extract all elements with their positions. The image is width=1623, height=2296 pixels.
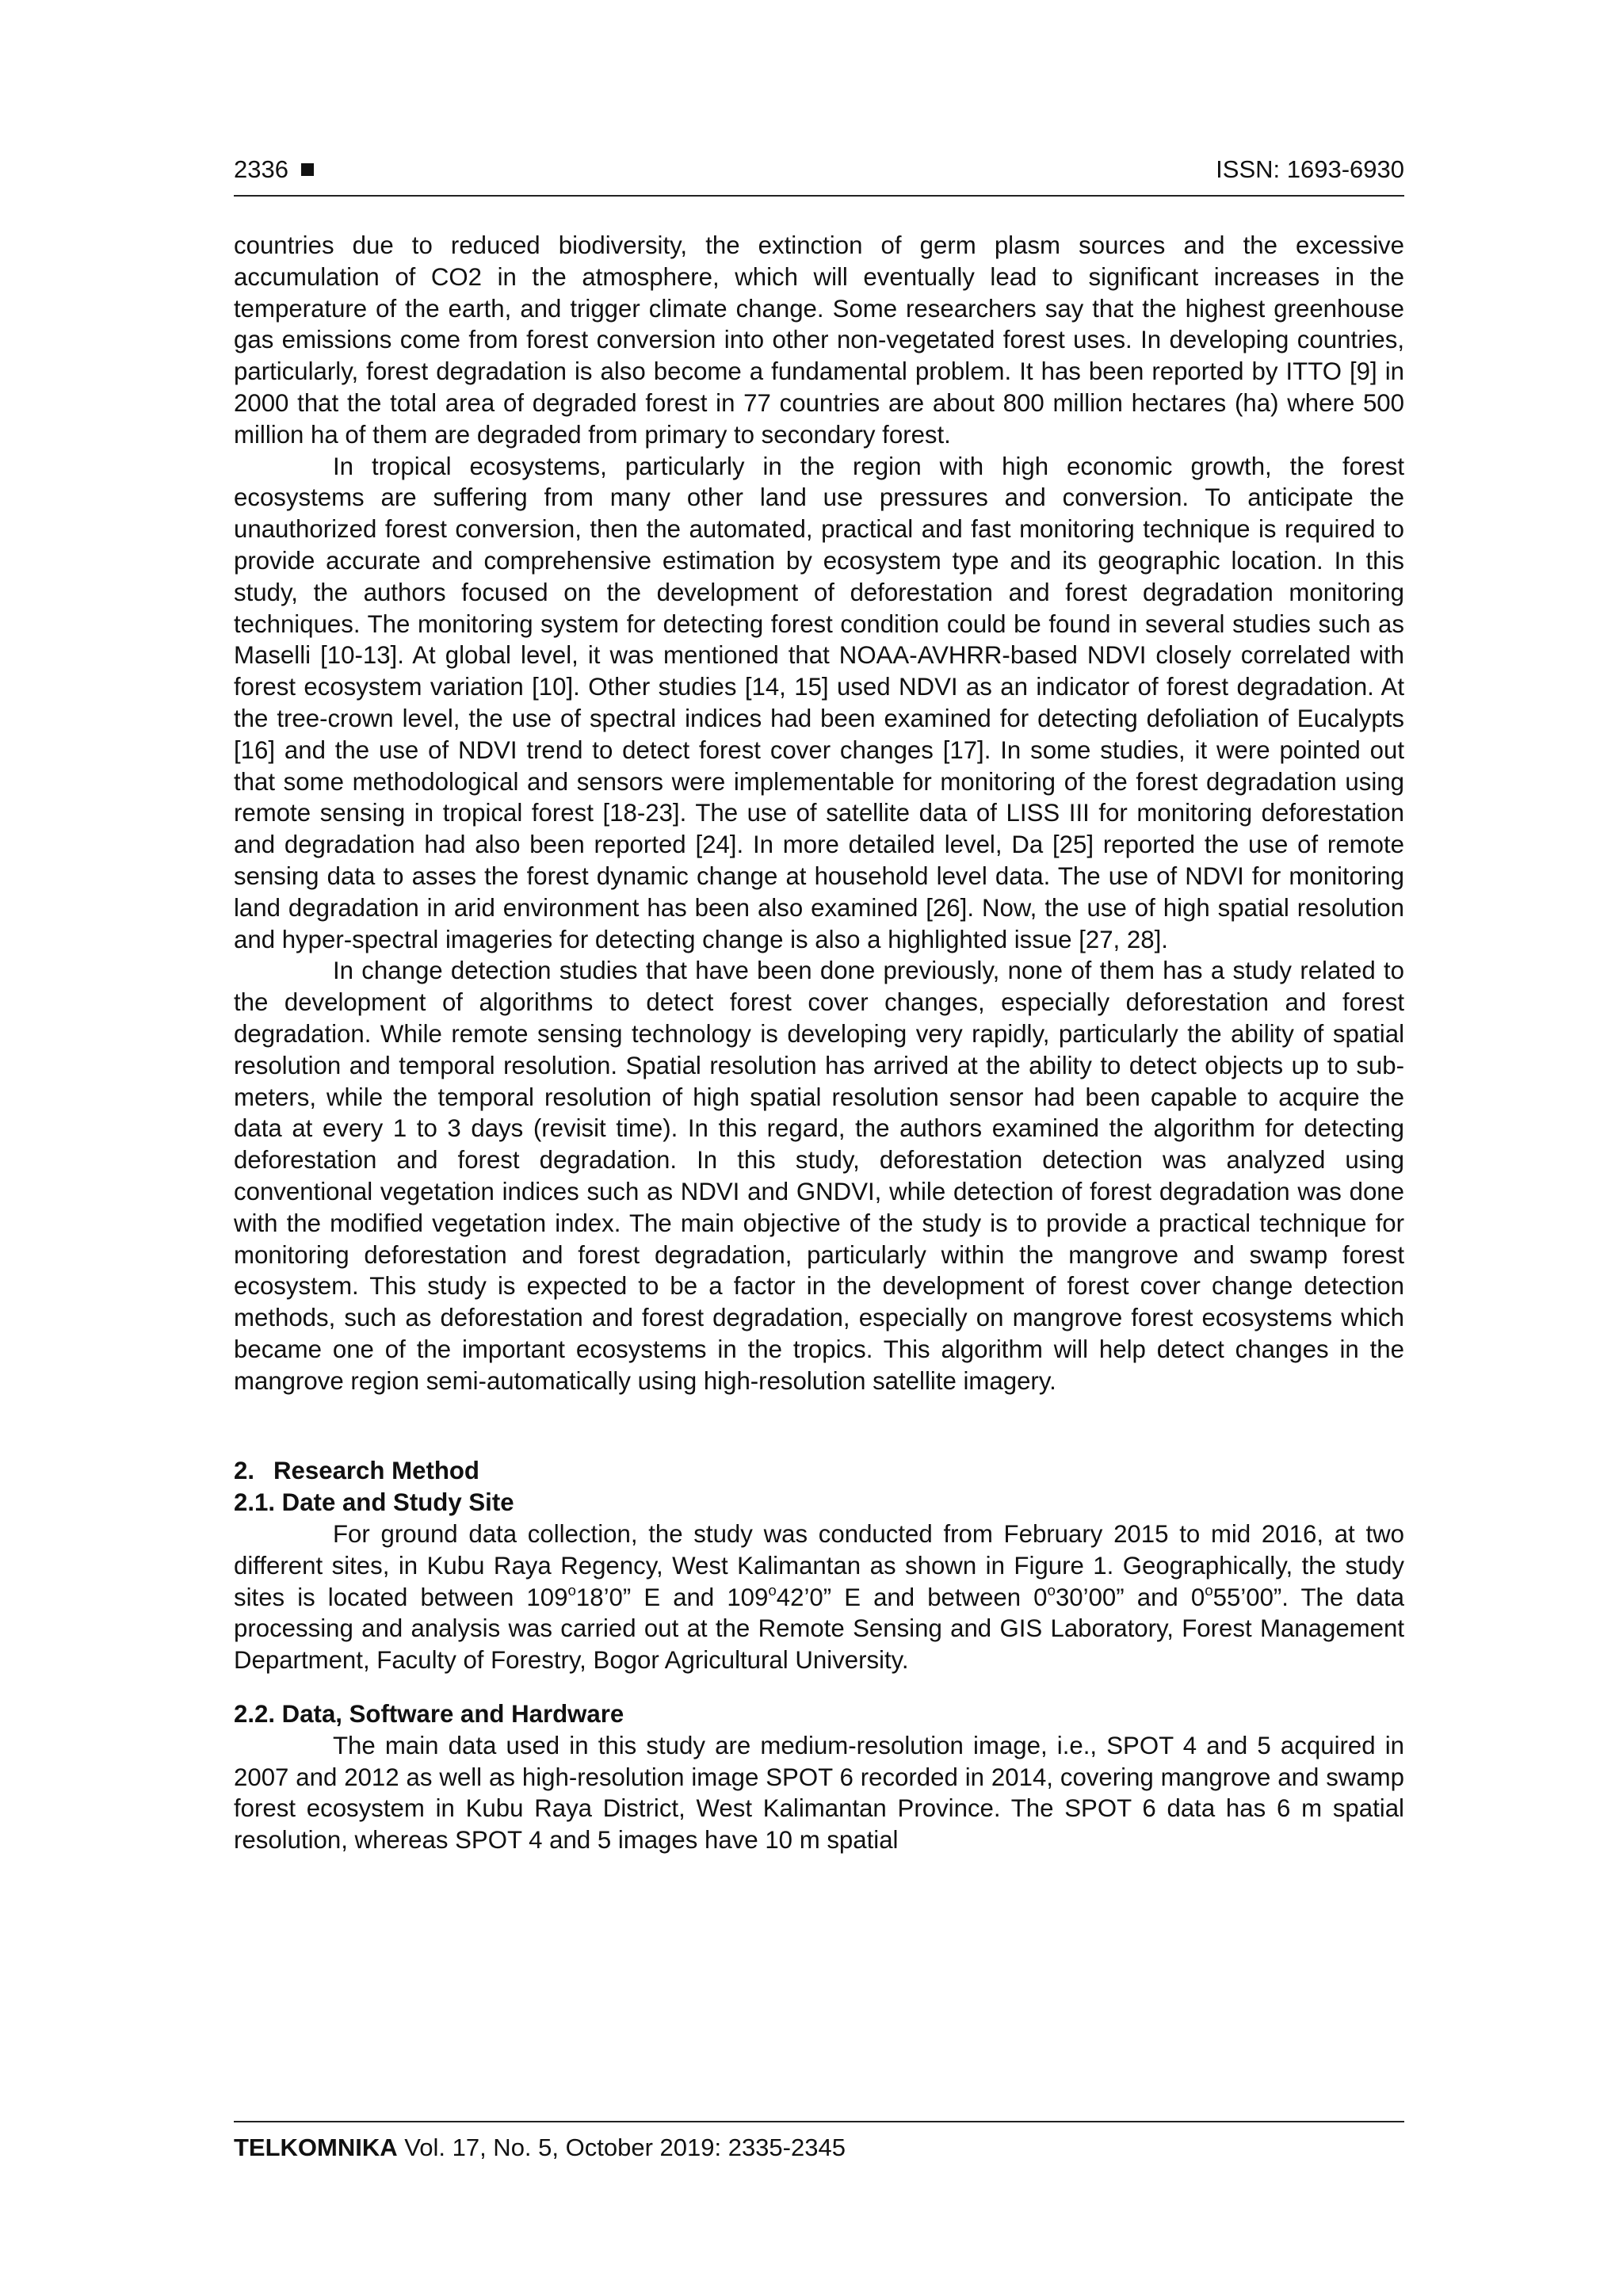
issn-label: ISSN: 1693-6930 [1216, 155, 1404, 183]
section-2-number: 2. [234, 1457, 255, 1485]
paragraph-3: In change detection studies that have been done previously, none of them has a study related to the development of algorithms to detect forest cover changes, especially deforestation and forest degradation. While remote sensing technology is developing very rapidly, particularly the ability of spatial resolution and temporal resolution. Spatial resolution has arrived at the ability to detect objects up to sub-meters, while the temporal resolution of high spatial resolution sensor had been capable to acquire the data at every 1 to 3 days (revisit time). In this regard, the authors examined the algorithm for detecting deforestation and forest degradation. In this study, deforestation detection was analyzed using conventional vegetation indices such as NDVI and GNDVI, while detection of forest degradation was done with the modified vegetation index. The main objective of the study is to provide a practical technique for monitoring deforestation and forest degradation, particularly within the mangrove and swamp forest ecosystem. This study is expected to be a factor in the development of forest cover change detection methods, such as deforestation and forest degradation, especially on mangrove forest ecosystems which became one of the important ecosystems in the tropics. This algorithm will help detect changes in the mangrove region semi-automatically using high-resolution satellite imagery. [234, 957, 1404, 1395]
page-number: 2336 [234, 155, 288, 183]
subsection-2-2-paragraph: The main data used in this study are medium-resolution image, i.e., SPOT 4 and 5 acquired in 2007 and 2012 as well as high-resolution image SPOT 6 recorded in 2014, covering mangrove and swamp forest ecosystem in Kubu Raya District, West Kalimantan Province. The SPOT 6 data has 6 m spatial resolution, whereas SPOT 4 and 5 images have 10 m spatial [234, 1731, 1404, 1855]
journal-name: TELKOMNIKA [234, 2134, 398, 2161]
journal-citation: Vol. 17, No. 5, October 2019: 2335-2345 [404, 2134, 846, 2161]
article-body [234, 230, 1404, 1856]
paragraph-2: In tropical ecosystems, particularly in the region with high economic growth, the forest ecosystems are suffering from many other land use pressures and conversion. To anticipate the unauthorized forest conversion, then the automated, practical and fast monitoring technique is required to provide accurate and comprehensive estimation by ecosystem type and its geographic location. In this study, the authors focused on the development of deforestation and forest degradation monitoring techniques. The monitoring system for detecting forest condition could be found in several studies such as Maselli [10-13]. At global level, it was mentioned that NOAA-AVHRR-based NDVI closely correlated with forest ecosystem variation [10]. Other studies [14, 15] used NDVI as an indicator of forest degradation. At the tree-crown level, the use of spectral indices had been examined for detecting defoliation of Eucalypts [16] and the use of NDVI trend to detect forest cover changes [17]. In some studies, it were pointed out that some methodological and sensors were implementable for monitoring of the forest degradation using remote sensing in tropical forest [18-23]. The use of satellite data of LISS III for monitoring deforestation and degradation had also been reported [24]. In more detailed level, Da [25] reported the use of remote sensing data to asses the forest dynamic change at household level data. The use of NDVI for monitoring land degradation in arid environment has been also examined [26]. Now, the use of high spatial resolution and hyper-spectral imageries for detecting change is also a highlighted issue [27, 28]. [234, 452, 1404, 953]
header-left [234, 155, 314, 184]
section-2-heading [234, 1455, 1404, 1487]
page-header [234, 155, 1404, 197]
page-footer [234, 2121, 1404, 2162]
subsection-2-1-paragraph: For ground data collection, the study was conducted from February 2015 to mid 2016, at two different sites, in Kubu Raya Regency, West Kalimantan as shown in Figure 1. Geographically, the study sites is located between 109$^o$18’0” E and 109$^o$42’0” E and between 0$^o$30’00” and 0$^o$55’00”. The data processing and analysis was carried out at the Remote Sensing and GIS Laboratory, Forest Management Department, Faculty of Forestry, Bogor Agricultural University. [234, 1520, 1404, 1675]
subsection-2-1-heading: 2.1. Date and Study Site [234, 1488, 514, 1517]
paragraph-1: countries due to reduced biodiversity, the extinction of germ plasm sources and the excessive accumulation of CO2 in the atmosphere, which will eventually lead to significant increases in the temperature of the earth, and trigger climate change. Some researchers say that the highest greenhouse gas emissions come from forest conversion into other non-vegetated forest uses. In developing countries, particularly, forest degradation is also become a fundamental problem. It has been reported by ITTO [9] in 2000 that the total area of degraded forest in 77 countries are about 800 million hectares (ha) where 500 million ha of them are degraded from primary to secondary forest. [234, 231, 1404, 449]
section-2-title: Research Method [273, 1457, 479, 1485]
square-bullet-icon [301, 163, 314, 176]
subsection-2-2-heading: 2.2. Data, Software and Hardware [234, 1700, 624, 1729]
